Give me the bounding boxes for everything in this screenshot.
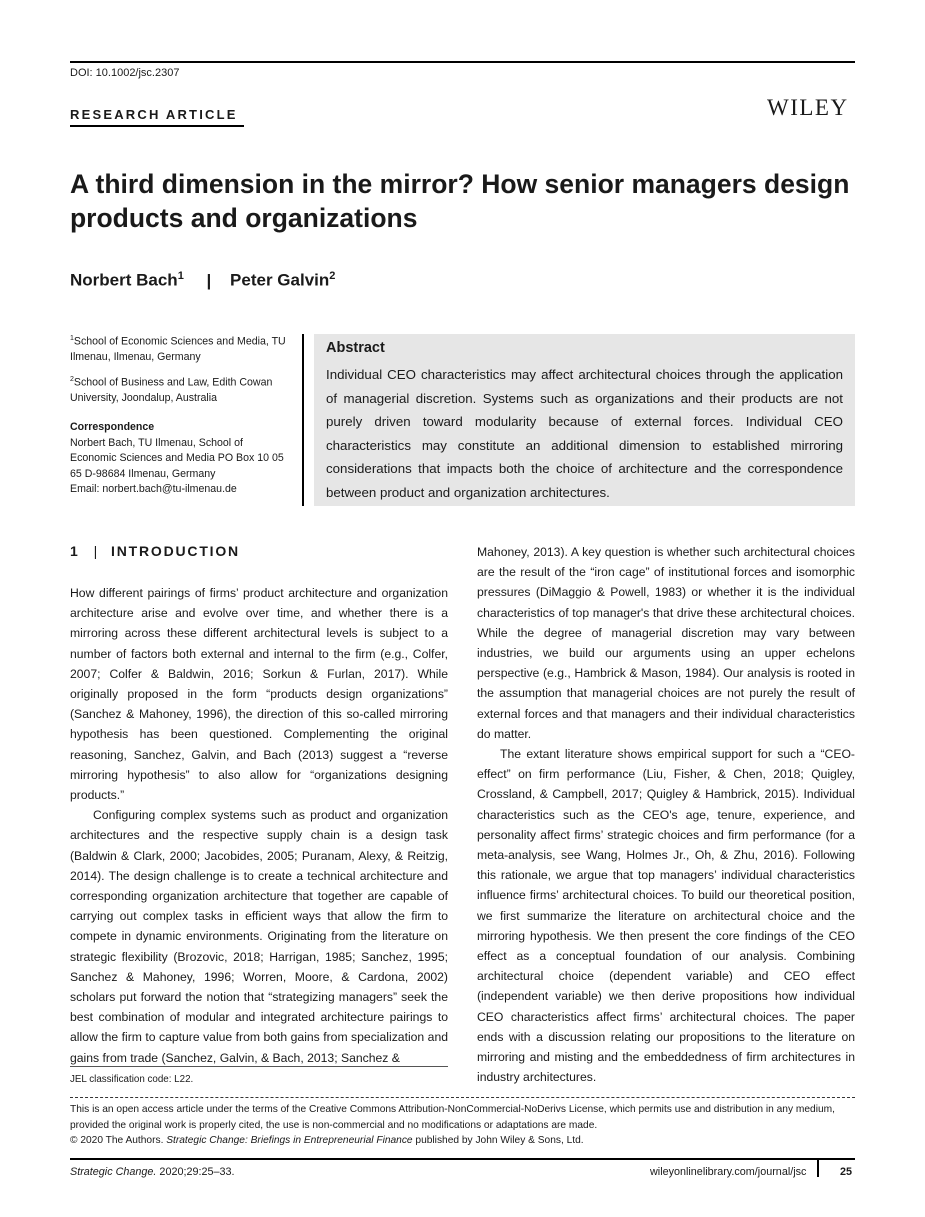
author-separator: |	[206, 270, 212, 290]
article-type-label: RESEARCH ARTICLE	[70, 107, 238, 122]
license-divider	[70, 1097, 855, 1098]
affiliation	[70, 372, 292, 407]
jel-code: JEL classification code: L22.	[70, 1074, 194, 1085]
doi[interactable]: DOI: 10.1002/jsc.2307	[70, 67, 180, 79]
affiliation-sup: 2	[70, 375, 74, 383]
paragraph: Configuring complex systems such as product and organization architectures and the respective supply chain is a design task (Baldwin & Clark, 2000; Jacobides, 2005; Puranam, Alexy, & Reitzig, 2014). The design challenge is to create a technical architecture and corresponding organization architecture that together are capable of carrying out complex tasks in efficient ways that allow the firm to compete in dynamic environments. Originating from the literature on strategic flexibility (Brozovic, 2018; Harrigan, 1985; Sanchez, 1995; Sanchez & Mahoney, 1996; Worren, Moore, & Cardona, 2002) scholars put forward the notion that “strategizing managers” seek the best combination of modular and integrated architecture pairings to allow the firm to capture value from both gains from specialization and gains from trade (Sanchez, Galvin, & Bach, 2013; Sanchez &	[70, 808, 448, 1065]
correspondence-heading: Correspondence	[70, 421, 155, 434]
paragraph: Mahoney, 2013). A key question is whether such architectural choices are the result of the “iron cage” of institutional forces and isomorphic pressures (DiMaggio & Powell, 1983) or whether it is the individual characteristics of top manager's that drive these architectural choices. While the degree of managerial discretion may vary between industries, we build our arguments using an upper echelons perspective (e.g., Hambrick & Mason, 1984). Our analysis is rooted in the assumption that managerial choices are not purely the result of external forces and that managers and their individual characteristics do matter.	[477, 545, 855, 741]
top-rule	[70, 61, 855, 63]
author-list	[70, 270, 335, 291]
footnote-rule	[70, 1066, 448, 1067]
footer-citation	[70, 1166, 235, 1178]
author-name[interactable]: Norbert Bach	[70, 270, 178, 290]
footer-divider	[817, 1160, 819, 1177]
author-affil-sup: 1	[177, 270, 184, 282]
article-type-underline	[70, 125, 244, 127]
license-notice	[70, 1102, 855, 1149]
author-name[interactable]: Peter Galvin	[230, 270, 330, 290]
copyright-suffix: published by John Wiley & Sons, Ltd.	[412, 1135, 584, 1146]
affiliation-text: School of Economic Sciences and Media, TU Ilmenau, Ilmenau, Germany	[70, 335, 286, 364]
paragraph: The extant literature shows empirical support for such a “CEO-effect” on firm performance (Liu, Fisher, & Chen, 2018; Quigley, Crossland, & Campbell, 2017; Quigley & Hambrick, 2015). Individual characteristics such as the CEO's age, tenure, experience, and personality affect firms’ strategic choices and firm performance (for a meta-analysis, see Wang, Holmes Jr., Oh, & Zhu, 2016). Following this rationale, we argue that top managers’ individual characteristics influence firms’ architectural choices. To build our theoretical position, we first summarize the literature on architectural choice and the mirroring hypothesis. We then present the core findings of the CEO effect as a conceptual foundation of our analysis. Combining architectural choice (dependent variable) and CEO effect (independent variable) we then derive propositions how individual CEO characteristics affect firms’ architectural choices. The paper ends with a discussion relating our propositions to the literature on mirroring and misting and the embeddedness of firm architectures in industry architectures.	[477, 747, 855, 1085]
abstract-text: Individual CEO characteristics may affect architectural choices through the application of managerial discretion. Systems such as organizations and their products are not purely driven toward modularity because of external forces. Individual CEO characteristics may constitute an additional dimension to established mirroring considerations that impacts both the choice of architecture and the correspondence between product and organization architectures.	[326, 367, 843, 500]
copyright-line	[70, 1133, 855, 1149]
abstract-heading: Abstract	[326, 340, 385, 356]
paper-title: A third dimension in the mirror? How senior managers design products and organizations	[70, 169, 850, 233]
footer-url[interactable]: wileyonlinelibrary.com/journal/jsc	[650, 1166, 807, 1178]
correspondence-address: Norbert Bach, TU Ilmenau, School of Economic Sciences and Media PO Box 10 05 65 D-98684 Ilmenau, Germany	[70, 436, 284, 480]
affiliation-text: School of Business and Law, Edith Cowan University, Joondalup, Australia	[70, 376, 273, 404]
footer-rule	[70, 1158, 855, 1160]
journal-name: Strategic Change: Briefings in Entrepreneurial Finance	[166, 1135, 413, 1146]
body-column-right	[477, 542, 855, 1087]
affiliation-sup: 1	[70, 335, 74, 342]
section-number: 1	[70, 543, 80, 559]
footer-volume: 2020;29:25–33.	[156, 1166, 235, 1178]
paragraph: How different pairings of firms’ product architecture and organization architecture arise and evolve over time, and whether there is a mirroring across these different architectural levels is subject to a number of factors both external and internal to the firm (e.g., Colfer, 2007; Colfer & Baldwin, 2016; Sorkun & Furlan, 2017). While originally proposed in the form “products design organizations” (Sanchez & Mahoney, 1996), the direction of this so-called mirroring hypothesis has been questioned. Complementing the original reasoning, Sanchez, Galvin, and Bach (2013) suggest a “reverse mirroring hypothesis” to also allow for “organizations designing products.”	[70, 586, 448, 803]
affiliation	[70, 331, 292, 366]
body-column-left	[70, 583, 448, 1068]
page-number: 25	[840, 1166, 853, 1178]
affiliations	[70, 331, 292, 498]
author-affil-sup: 2	[329, 270, 336, 282]
section-separator: |	[93, 543, 100, 559]
license-text: This is an open access article under the terms of the Creative Commons Attribution-NonCommercial-NoDerivs License, which permits use and distribution in any medium, provided the original work is properly cited, the use is non-commercial and no modifications or adaptations are made.	[70, 1104, 835, 1131]
abstract-divider	[302, 334, 304, 506]
section-heading	[70, 543, 240, 559]
publisher-logo: WILEY	[767, 95, 849, 120]
copyright-prefix: © 2020 The Authors.	[70, 1135, 167, 1146]
correspondence-email[interactable]: Email: norbert.bach@tu-ilmenau.de	[70, 483, 237, 496]
section-title: INTRODUCTION	[111, 543, 240, 559]
footer-journal: Strategic Change.	[70, 1166, 157, 1178]
